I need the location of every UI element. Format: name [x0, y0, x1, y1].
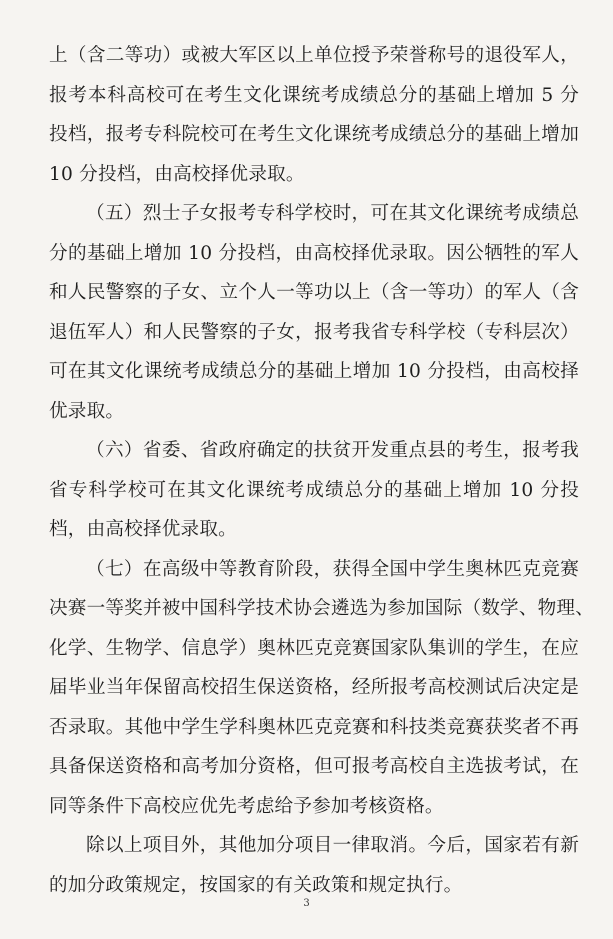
text-line: 投档，报考专科院校可在考生文化课统考成绩总分的基础上增加 — [49, 124, 579, 145]
text-line: 省专科学校可在其文化课统考成绩总分的基础上增加 10 分投 — [49, 479, 579, 501]
text-line: 可在其文化课统考成绩总分的基础上增加 10 分投档，由高校择 — [49, 361, 579, 382]
body-text — [49, 36, 595, 905]
text-line: （六）省委、省政府确定的扶贫开发重点县的考生，报考我 — [86, 440, 579, 461]
text-line: 的加分政策规定，按国家的有关政策和规定执行。 — [49, 874, 463, 896]
text-line: 除以上项目外，其他加分项目一律取消。今后，国家若有新 — [86, 835, 579, 856]
text-line: 上（含二等功）或被大军区以上单位授予荣誉称号的退役军人， — [49, 45, 579, 66]
text-line: 优录取。 — [49, 400, 125, 422]
text-line: 10 分投档，由高校择优录取。 — [49, 163, 305, 185]
text-line: 否录取。其他中学生学科奥林匹克竞赛和科技类竞赛获奖者不再 — [49, 716, 579, 738]
text-line: （七）在高级中等教育阶段，获得全国中学生奥林匹克竞赛 — [86, 558, 579, 580]
text-line: 决赛一等奖并被中国科学技术协会遴选为参加国际（数学、物理、 — [49, 598, 595, 619]
text-line: 化学、生物学、信息学）奥林匹克竞赛国家队集训的学生，在应 — [49, 637, 579, 659]
text-line: 具备保送资格和高考加分资格，但可报考高校自主选拔考试，在 — [49, 756, 579, 777]
text-line: 分的基础上增加 10 分投档，由高校择优录取。因公牺牲的军人 — [49, 242, 579, 264]
text-line: 退伍军人）和人民警察的子女，报考我省专科学校（专科层次） — [49, 321, 579, 343]
text-line: 报考本科高校可在考生文化课统考成绩总分的基础上增加 5 分 — [49, 84, 579, 106]
text-line: 和人民警察的子女、立个人一等功以上（含一等功）的军人（含 — [49, 282, 579, 303]
text-line: 同等条件下高校应优先考虑给予参加考核资格。 — [49, 795, 444, 817]
text-line: 档，由高校择优录取。 — [49, 519, 237, 540]
text-line: （五）烈士子女报考专科学校时，可在其文化课统考成绩总 — [86, 203, 579, 224]
page-number: 3 — [303, 898, 310, 909]
text-line: 届毕业当年保留高校招生保送资格，经所报考高校测试后决定是 — [49, 677, 579, 698]
